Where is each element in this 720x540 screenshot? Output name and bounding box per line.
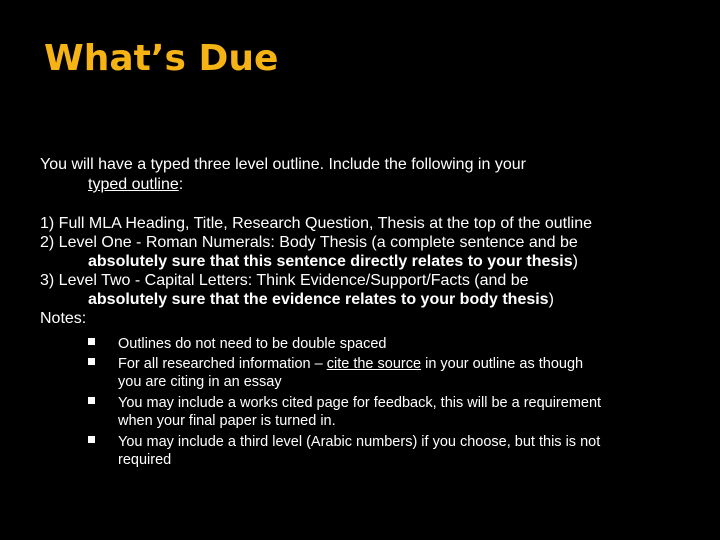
- note-3-line-2: when your final paper is turned in.: [118, 413, 336, 429]
- slide-content: [0, 112, 720, 540]
- slide-title: What’s Due: [44, 38, 279, 79]
- note-3-line-1: You may include a works cited page for feedback, this will be a requirement: [118, 395, 602, 411]
- note-2-part-a: For all researched information –: [118, 356, 327, 372]
- note-2-line-1: [118, 355, 583, 373]
- typed-outline-underlined: typed outline: [88, 176, 179, 193]
- item-2-line-1: 2) Level One - Roman Numerals: Body Thesis (a complete sentence and be: [40, 234, 578, 251]
- cite-the-source-underlined: cite the source: [326, 356, 422, 372]
- item-3-line-2: [88, 290, 554, 309]
- note-4-line-2: required: [118, 452, 172, 468]
- item-3-bold: absolutely sure that the evidence relates to your body thesis: [88, 291, 549, 308]
- note-1-text: Outlines do not need to be double spaced: [118, 336, 387, 352]
- item-2-end: ): [572, 253, 578, 270]
- intro-line-2: [88, 175, 183, 194]
- item-1: 1) Full MLA Heading, Title, Research Question, Thesis at the top of the outline: [40, 215, 593, 232]
- note-2-line-2: you are citing in an essay: [118, 374, 282, 390]
- square-bullet-icon: [88, 436, 95, 443]
- intro-line-2-end: :: [178, 176, 184, 193]
- intro-line-1: You will have a typed three level outline. Include the following in your: [40, 156, 526, 173]
- square-bullet-icon: [88, 397, 95, 404]
- square-bullet-icon: [88, 338, 95, 345]
- item-3-end: ): [548, 291, 554, 308]
- square-bullet-icon: [88, 358, 95, 365]
- notes-label: Notes:: [40, 310, 87, 327]
- item-3-line-1: 3) Level Two - Capital Letters: Think Evidence/Support/Facts (and be: [40, 272, 529, 289]
- title-bar: [0, 0, 720, 112]
- item-2-line-2: [88, 252, 578, 271]
- note-2-part-b: in your outline as though: [421, 356, 584, 372]
- item-2-bold: absolutely sure that this sentence directly relates to your thesis: [88, 253, 573, 270]
- note-4-line-1: You may include a third level (Arabic numbers) if you choose, but this is not: [118, 434, 601, 450]
